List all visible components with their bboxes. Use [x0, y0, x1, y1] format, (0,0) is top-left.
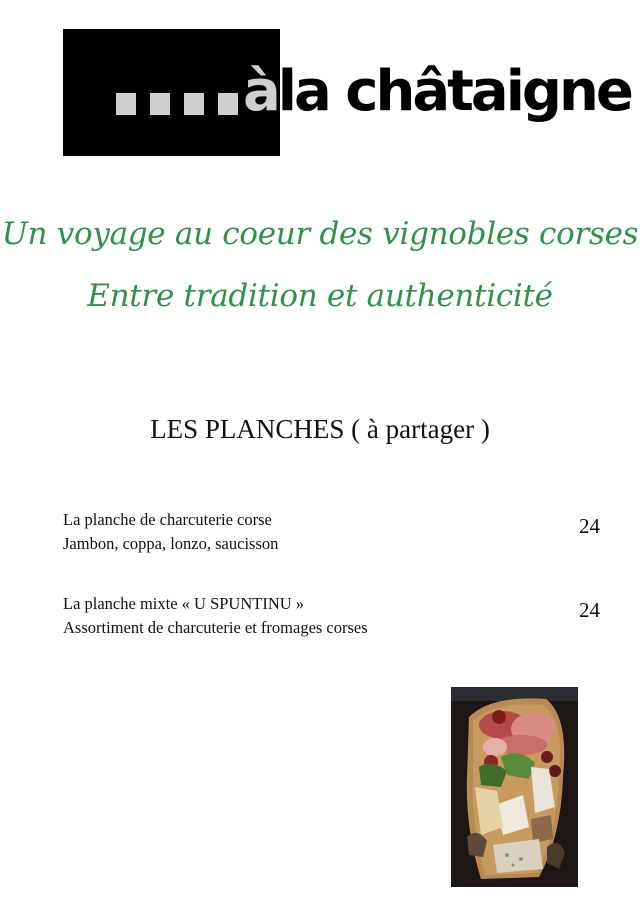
charcuterie-board-photo	[451, 687, 578, 887]
tagline-line-2: Entre tradition et authenticité	[87, 278, 553, 314]
menu-item-price: 24	[579, 514, 600, 538]
logo-dot	[150, 93, 170, 115]
brand-name	[243, 52, 631, 132]
logo-dot	[184, 93, 204, 115]
charcuterie-board-illustration	[451, 687, 578, 887]
menu-item-name: La planche mixte « U SPUNTINU »	[63, 594, 305, 613]
brand-name-first: à	[243, 59, 278, 124]
menu-item-description: Assortiment de charcuterie et fromages corses	[63, 618, 368, 637]
logo-dots	[116, 93, 238, 117]
section-title: LES PLANCHES ( à partager )	[150, 414, 490, 444]
logo-dot	[218, 93, 238, 115]
tagline-line-1: Un voyage au coeur des vignobles corses	[1, 216, 639, 252]
menu-item-price: 24	[579, 598, 600, 622]
logo-dot	[116, 93, 136, 115]
brand-name-rest: la châtaigne	[277, 59, 631, 124]
menu-item-name: La planche de charcuterie corse	[63, 510, 272, 529]
menu-item-description: Jambon, coppa, lonzo, saucisson	[63, 534, 279, 553]
